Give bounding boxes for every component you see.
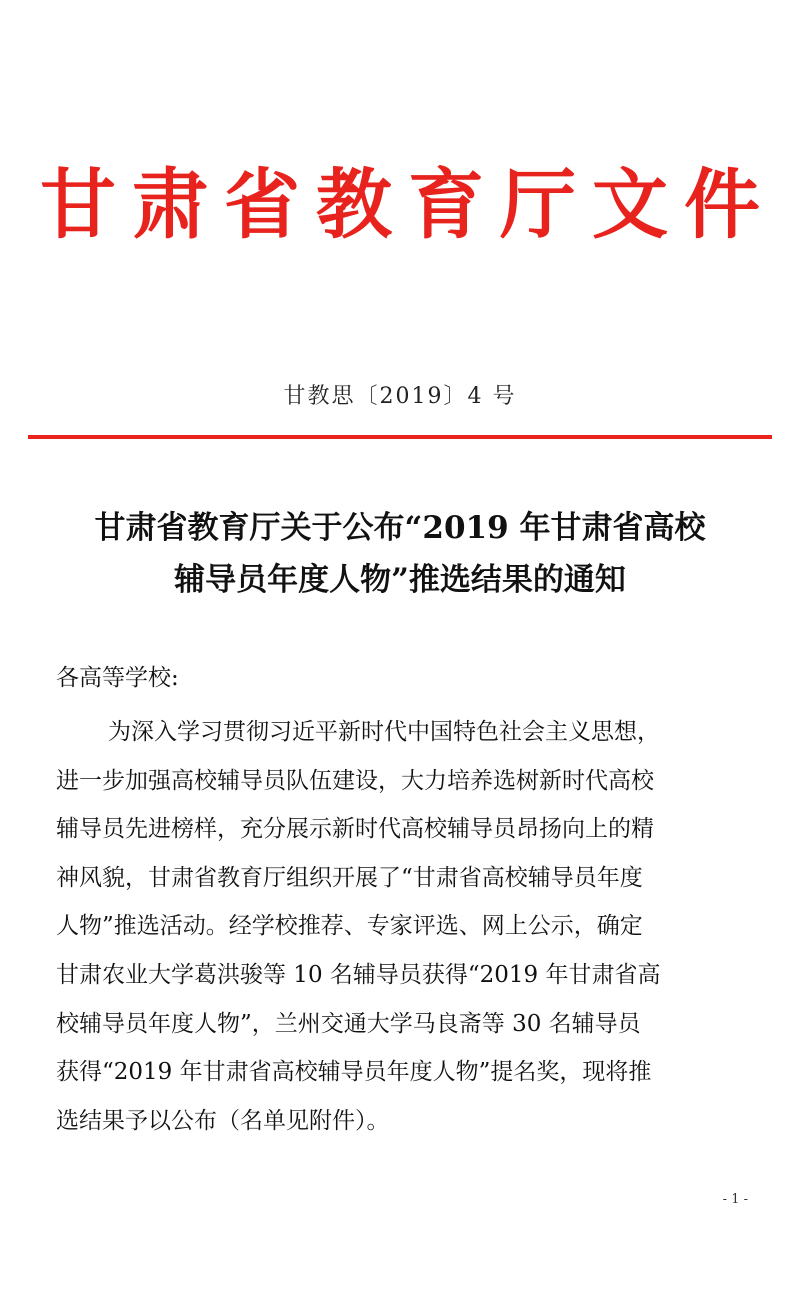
salutation: 各高等学校: — [56, 665, 179, 691]
body-paragraph — [56, 708, 756, 1145]
body-line: 进一步加强高校辅导员队伍建设，大力培养选树新时代高校 — [56, 767, 654, 794]
notice-title-line-1: 甘肃省教育厅关于公布“2019 年甘肃省高校 — [94, 510, 706, 546]
notice-title-line-2: 辅导员年度人物”推选结果的通知 — [174, 562, 626, 598]
notice-title — [50, 502, 750, 606]
body-line: 人物”推选活动。经学校推荐、专家评选、网上公示，确定 — [56, 913, 643, 940]
body-line: 甘肃农业大学葛洪骏等 10 名辅导员获得“2019 年甘肃省高 — [56, 961, 661, 988]
body-line: 为深入学习贯彻习近平新时代中国特色社会主义思想， — [108, 719, 660, 745]
body-line: 辅导员先进榜样，充分展示新时代高校辅导员昂扬向上的精 — [56, 816, 654, 843]
body-line: 校辅导员年度人物”，兰州交通大学马良斋等 30 名辅导员 — [56, 1010, 641, 1037]
page-number: - 1 - — [722, 1192, 748, 1207]
body-line: 神风貌，甘肃省教育厅组织开展了“甘肃省高校辅导员年度 — [56, 864, 643, 891]
body-line: 选结果予以公布（名单见附件）。 — [56, 1107, 390, 1134]
red-divider-line — [28, 435, 772, 439]
document-header-title: 甘肃省教育厅文件 — [40, 160, 776, 249]
body-line: 获得“2019 年甘肃省高校辅导员年度人物”提名奖，现将推 — [56, 1059, 652, 1086]
document-number: 甘教思〔2019〕4 号 — [283, 384, 517, 409]
